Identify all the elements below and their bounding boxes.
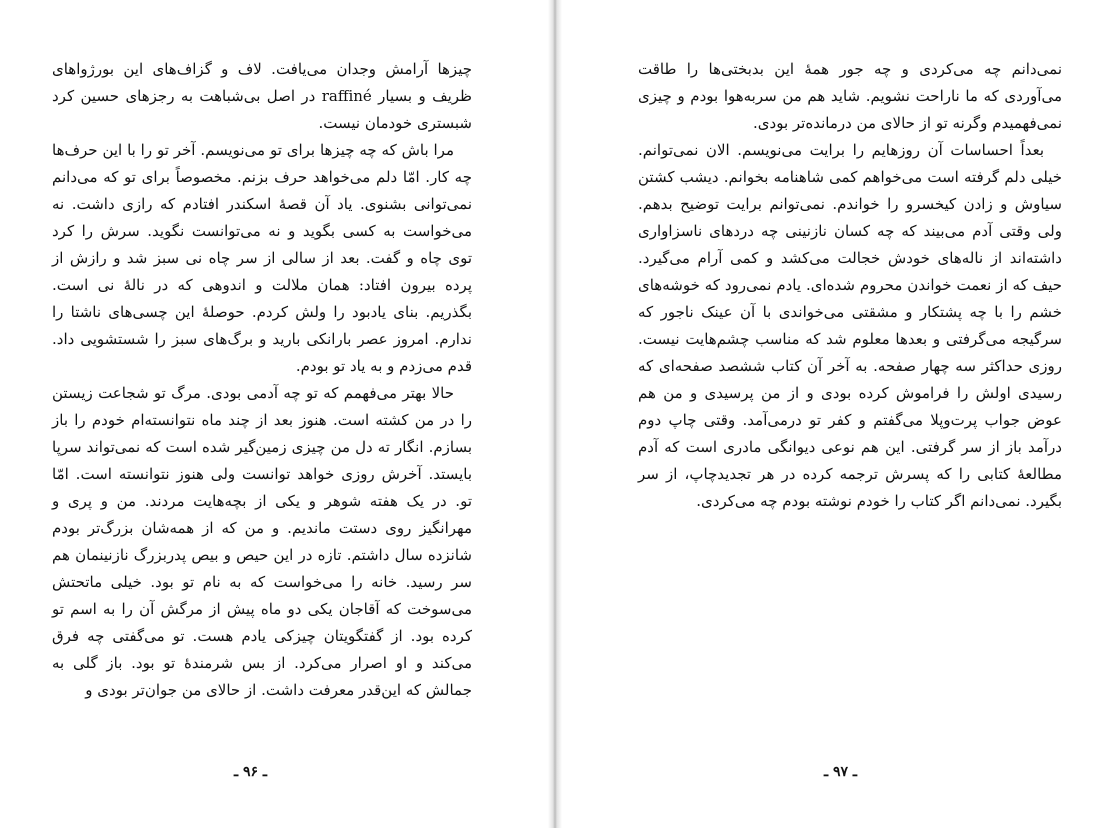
- paragraph: مرا باش که چه چیزها برای تو می‌نویسم. آخر تو را با این حرف‌ها چه کار. امّا دلم می‌خواهد حرف بزنم. مخصوصاً برای تو که می‌دانم نمی‌توانی بشنوی. یاد آن قصهٔ اسکندر افتادم که رازی داشت. نه می‌خواست به کسی بگوید و نه می‌توانست نگوید. سرش را کرد توی چاه و گفت. بعد از سالی از سر چاه نی سبز شد و رازش از پرده بیرون افتاد: همان ملالت و اندوهی که در نالهٔ نی است. بگذریم. بنای یادبود را ولش کردم. حوصلهٔ این چسی‌های ناشتا را ندارم. امروز عصر بارانکی بارید و برگ‌های سبز را شستشویی داد. قدم می‌زدم و به یاد تو بودم.: [52, 141, 472, 375]
- paragraph: حالا بهتر می‌فهمم که تو چه آدمی بودی. مرگ تو شجاعت زیستن را در من کشته است. هنوز بعد از چند ماه نتوانسته‌ام خودم را باز بسازم. انگار ته دل من چیزی زمین‌گیر شده است که نمی‌تواند سرپا بایستد. آخرش روزی خواهد توانست ولی هنوز نتوانسته است. امّا تو. در یک هفته شوهر و یکی از بچه‌هایت مردند. من و پری و مهرانگیز روی دستت ماندیم. و من که از همه‌شان بزرگ‌تر بودم شانزده سال داشتم. تازه در این حیص و بیص پدربزرگ نازنینمان هم سر رسید. خانه را می‌خواست که به نام تو بود. خیلی ماتحتش می‌سوخت که آقاجان یکی دو ماه پیش از مرگش آن را به اسم تو کرده بود. از گفتگویتان چیزکی یادم هست. تو می‌گفتی چه فرق می‌کند و او اصرار می‌کرد. از بس شرمندهٔ تو بود. باز گلی به جمالش که این‌قدر معرفت داشت. از حالای من جوان‌تر بودی و: [52, 384, 472, 699]
- book-gutter: [548, 0, 562, 828]
- paragraph: بعداً احساسات آن روزهایم را برایت می‌نویسم. الان نمی‌توانم. خیلی دلم گرفته است می‌خواهم کمی شاهنامه بخوانم. دیشب کشتن سیاوش و زادن کیخسرو را خواندم. نمی‌توانم برایت توضیح بدهم. ولی وقتی آدم می‌بیند که چه کسان نازنینی چه دردهای ناسزاواری داشته‌اند از ناله‌های خودش خجالت می‌کشد و کمی آرام می‌گیرد. حیف که از نعمت خواندن محروم شده‌ای. یادم نمی‌رود که خوشه‌های خشم را با چه پشتکار و مشقتی می‌خواندی با آن عینک ناجور که سرگیجه می‌گرفتی و بعدها معلوم شد که مناسب چشم‌هایت نیست. روزی حداکثر سه چهار صفحه. به آخر آن کتاب ششصد صفحه‌ای که رسیدی اولش را فراموش کرده بودی و از من پرسیدی و من هم عوض جواب پرت‌وپلا می‌گفتم و کفر تو درمی‌آمد. وقتی چاپ دوم درآمد باز از سر گرفتی. این هم نوعی دیوانگی مادری است که آدم مطالعهٔ کتابی را که پسرش ترجمه کرده در هر تجدیدچاپ، از سر بگیرد. نمی‌دانم اگر کتاب را خودم نوشته بودم چه می‌کردی.: [638, 141, 1062, 510]
- paragraph: چیزها آرامش وجدان می‌یافت. لاف و گزاف‌های این بورژواهای ظریف و بسیار raffiné در اصل بی‌شباهت به رجزهای حسین کرد شبستری خودمان نیست.: [52, 60, 472, 132]
- paragraph: نمی‌دانم چه می‌کردی و چه جور همهٔ این بدبختی‌ها را طاقت می‌آوردی که ما ناراحت نشویم. شاید هم من سربه‌هوا بودم و چیزی نمی‌فهمیدم وگرنه تو از حالای من درمانده‌تر بودی.: [638, 60, 1063, 132]
- left-page: [0, 0, 548, 828]
- right-page: [562, 0, 1120, 828]
- right-page-text: [638, 56, 1062, 515]
- left-page-text: [52, 56, 472, 704]
- page-number: ـ ۹۷ ـ: [824, 764, 858, 780]
- page-number: ـ ۹۶ ـ: [234, 764, 268, 780]
